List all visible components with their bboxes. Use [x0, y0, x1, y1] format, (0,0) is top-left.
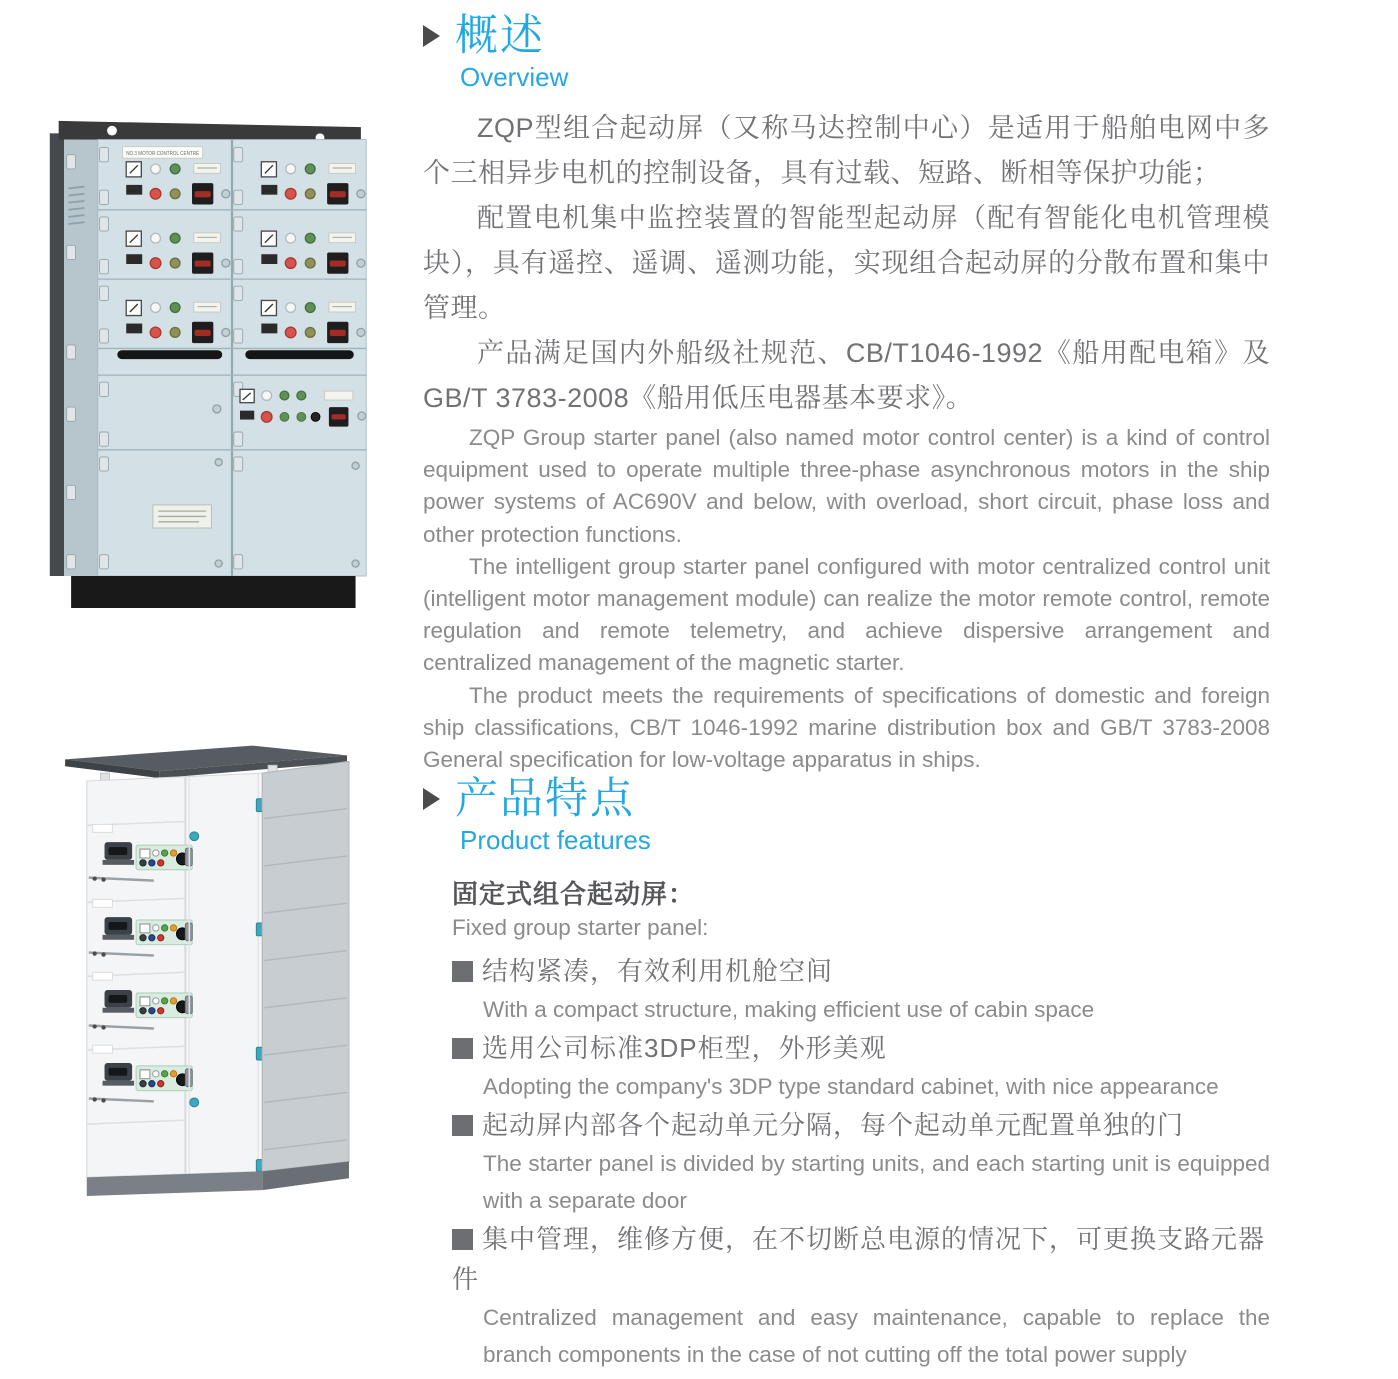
feature-cn-text: 集中管理，维修方便，在不切断总电源的情况下，可更换支路元器件 [452, 1224, 1266, 1294]
overview-paragraph-en: ZQP Group starter panel (also named motor control center) is a kind of control equipment used to operate multiple three-phase asynchronous motors in the ship power systems of AC690V and below, with overload, short circuit, phase loss and other protection functions. [423, 425, 1270, 547]
overview-paragraph-cn: 配置电机集中监控装置的智能型起动屏（配有智能化电机管理模块），具有遥控、遥调、遥测功能，实现组合起动屏的分散布置和集中管理。 [423, 203, 1270, 323]
features-subtitle-cn: 固定式组合起动屏： [452, 879, 696, 909]
lifting-hole [107, 126, 117, 136]
section-marker-triangle-icon [423, 788, 440, 810]
overview-header [423, 12, 1270, 60]
overview-paragraphs-en [423, 422, 1270, 776]
feature-cn-text: 起动屏内部各个起动单元分隔，每个起动单元配置单独的门 [482, 1110, 1185, 1140]
overview-paragraph-cn: 产品满足国内外船级社规范、CB/T1046-1992《船用配电箱》及GB/T 3783-2008《船用低压电器基本要求》。 [423, 338, 1270, 413]
feature-item [452, 1028, 1270, 1105]
feature-en: Centralized management and easy maintenance, capable to replace the branch components in the case of not cutting off the total power supply [483, 1305, 1270, 1367]
bullet-square-icon [452, 1038, 473, 1059]
overview-section [423, 12, 1270, 776]
features-title-cn: 产品特点 [455, 775, 635, 823]
feature-en: The starter panel is divided by starting units, and each starting unit is equipped with a separate door [483, 1151, 1270, 1213]
feature-item [452, 1105, 1270, 1219]
bullet-square-icon [452, 1115, 473, 1136]
door-knob [190, 832, 199, 841]
feature-cn [452, 951, 1270, 991]
fixed-starter-cabinet-image [57, 716, 363, 1199]
overview-paragraph-cn: ZQP型组合起动屏（又称马达控制中心）是适用于船舶电网中多个三相异步电机的控制设备，具有过载、短路、断相等保护功能； [423, 113, 1270, 188]
overview-paragraph-en: The intelligent group starter panel configured with motor centralized control unit (intelligent motor management module) can realize the motor remote control, remote regulation and remote telemetry, and achieve dispersive arrangement and centralized management of the magnetic starter. [423, 553, 1270, 676]
door-screw [213, 405, 221, 413]
overview-paragraph-en: The product meets the requirements of specifications of domestic and foreign ship classifications, CB/T 1046-1992 marine distribution box and GB/T 3783-2008 General specification for low-voltage apparatus in ships. [423, 682, 1270, 773]
feature-cn-text: 结构紧凑，有效利用机舱空间 [482, 956, 834, 986]
cabinet-plinth [71, 576, 355, 608]
feature-item [452, 1219, 1270, 1373]
cabinet-rear-edge [50, 133, 64, 576]
features-title-en: Product features [460, 825, 651, 855]
door-handle [245, 350, 353, 359]
overview-title-en: Overview [460, 62, 569, 92]
cabinet-side [262, 761, 349, 1171]
overview-paragraphs-cn [423, 106, 1270, 421]
features-content [452, 877, 1270, 1373]
section-marker-triangle-icon [423, 25, 440, 47]
features-subtitle-en: Fixed group starter panel: [452, 915, 709, 940]
door-knob [190, 1098, 199, 1107]
features-list [452, 951, 1270, 1373]
features-header [423, 775, 1270, 823]
feature-en: Adopting the company's 3DP type standard cabinet, with nice appearance [483, 1074, 1219, 1099]
door-handle [117, 350, 222, 359]
feature-cn [452, 1105, 1270, 1145]
group-starter-panel-image [48, 112, 368, 608]
feature-item [452, 951, 1270, 1028]
bullet-square-icon [452, 1229, 473, 1250]
cabinet-photo-1 [48, 112, 368, 608]
cabinet-photo-2 [57, 716, 363, 1199]
feature-cn [452, 1219, 1270, 1299]
feature-cn [452, 1028, 1270, 1068]
features-section [423, 775, 1270, 1373]
overview-title-cn: 概述 [455, 12, 545, 60]
feature-cn-text: 选用公司标准3DP柜型，外形美观 [482, 1033, 887, 1063]
bullet-square-icon [452, 961, 473, 982]
feature-en: With a compact structure, making efficient use of cabin space [483, 997, 1095, 1022]
cabinet-nameplate-label: NO.3 MOTOR CONTROL CENTRE [126, 151, 200, 158]
